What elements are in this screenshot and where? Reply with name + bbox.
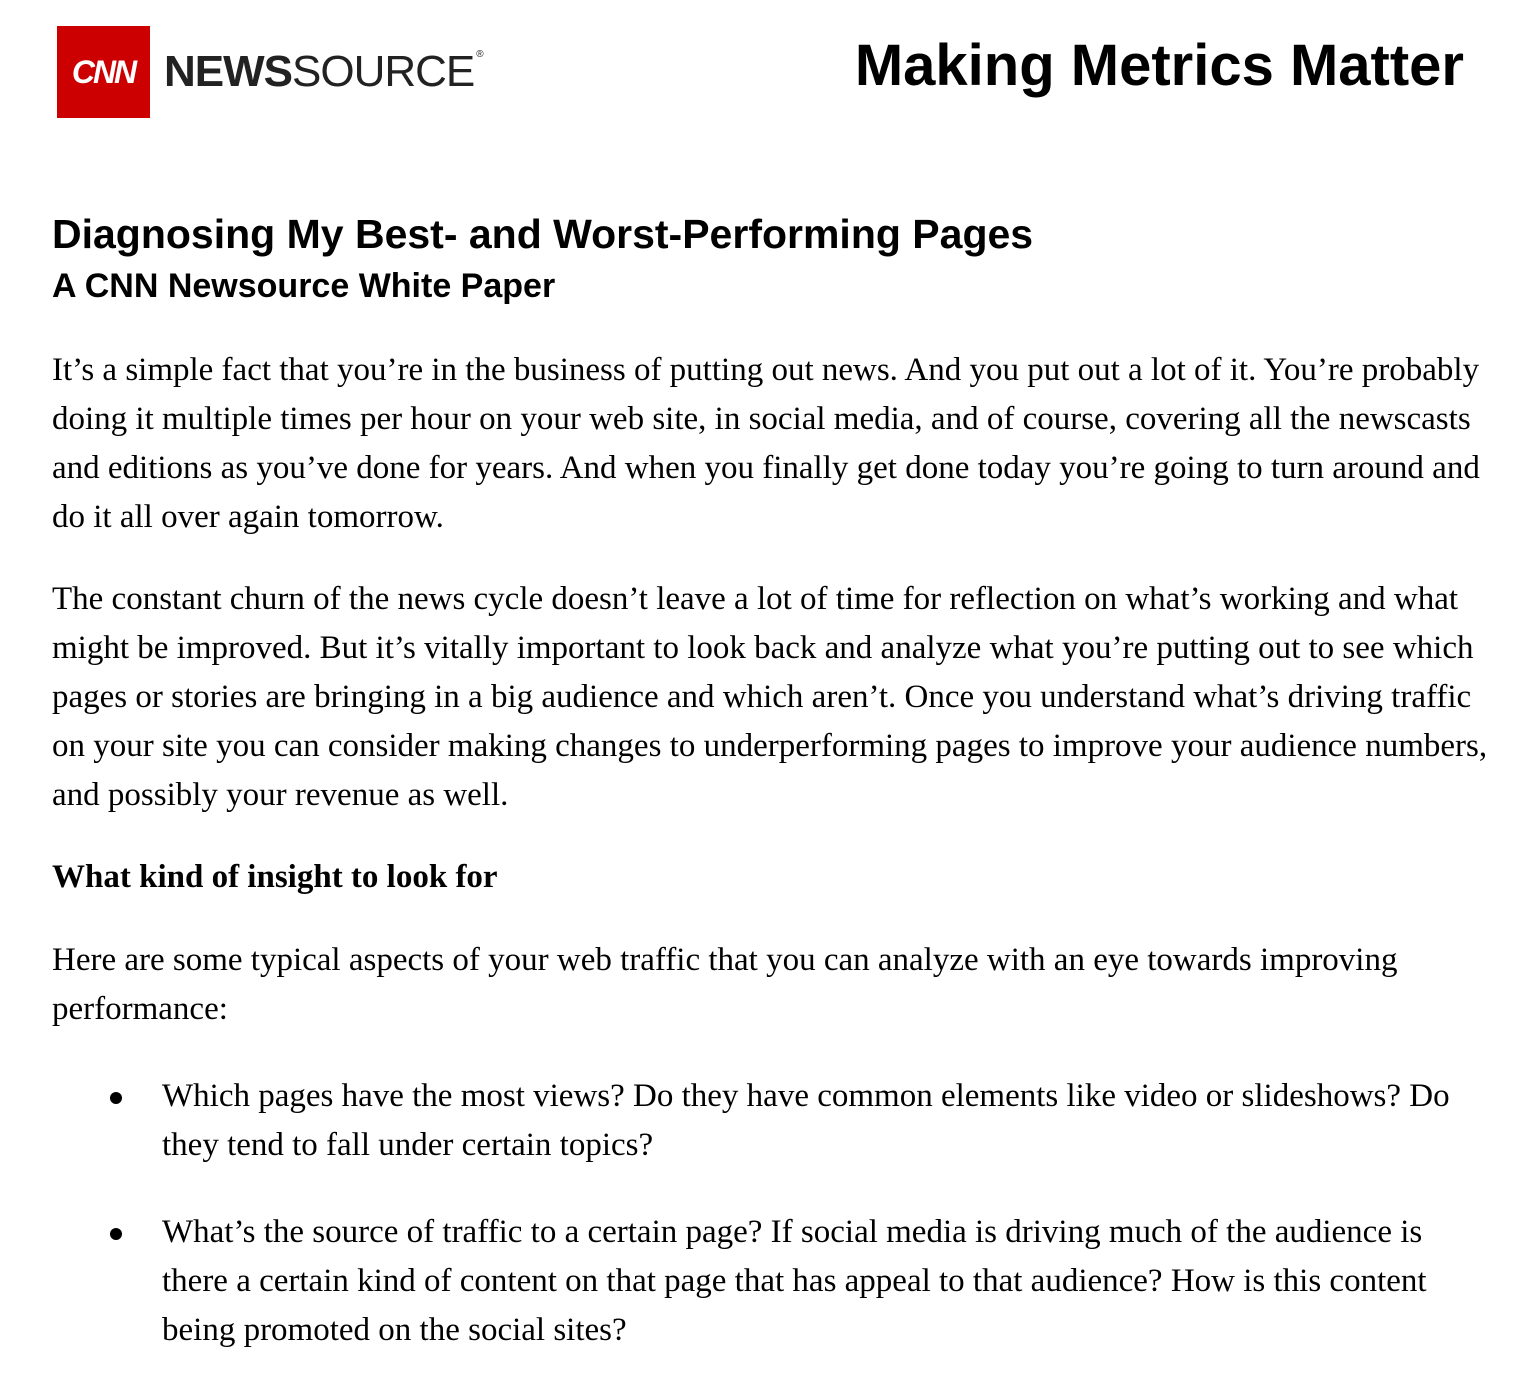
wordmark-source: SOURCE (292, 47, 475, 96)
list-item (0, 1072, 1462, 1170)
cnn-logo-text: CNN (71, 53, 136, 90)
trademark-symbol: ® (476, 49, 483, 60)
section-heading: What kind of insight to look for (52, 859, 498, 895)
bullet-text: Which pages have the most views? Do they have common elements like video or slideshows? Do they tend to fall under certain topics? (162, 1078, 1450, 1163)
header-title: Making Metrics Matter (854, 33, 1464, 98)
bullet-icon (110, 1092, 122, 1104)
newsource-wordmark (164, 47, 483, 96)
document-subtitle: A CNN Newsource White Paper (52, 267, 556, 305)
paragraph-news-cycle: The constant churn of the news cycle doesn’t leave a lot of time for reflection on what’s working and what might be improved. But it’s vitally important to look back and analyze what you’re putting out to see which pages or stories are bringing in a big audience and which aren’t. Once you understand what’s driving traffic on your site you can consider making changes to underperforming pages to improve your audience numbers, and possibly your revenue as well. (52, 581, 1488, 813)
cnn-logo-mark (57, 26, 150, 118)
paragraph-intro: It’s a simple fact that you’re in the business of putting out news. And you put out a lot of it. You’re probably doing it multiple times per hour on your web site, in social media, and of course, covering all the newscasts and editions as you’ve done for years. And when you finally get done today you’re going to turn around and do it all over again tomorrow. (52, 352, 1480, 535)
bullet-list (0, 1072, 1534, 1393)
wordmark-news: NEWS (164, 47, 292, 96)
document-title: Diagnosing My Best- and Worst-Performing Pages (52, 211, 1034, 257)
cnn-newsource-logo (57, 26, 483, 118)
bullet-icon (110, 1228, 122, 1240)
bullet-text: What’s the source of traffic to a certain page? If social media is driving much of the audience is there a certain kind of content on that page that has appeal to that audience? How is this content being promoted on the social sites? (162, 1214, 1427, 1348)
list-item (0, 1208, 1462, 1355)
section-intro: Here are some typical aspects of your web traffic that you can analyze with an eye towards improving performance: (52, 942, 1398, 1027)
